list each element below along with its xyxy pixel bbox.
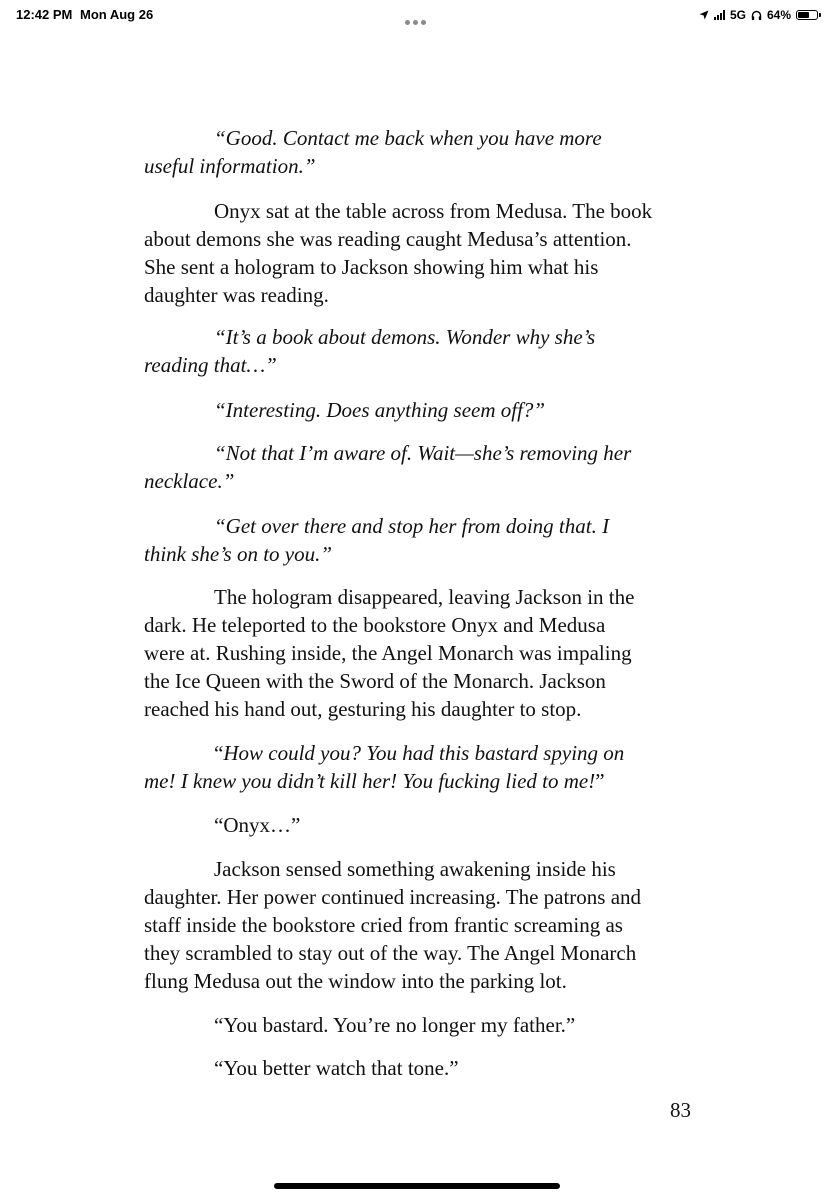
text-line: “Onyx…” xyxy=(214,813,301,837)
location-arrow-icon xyxy=(699,10,709,20)
cellular-signal-icon xyxy=(714,10,725,20)
dialogue-paragraph xyxy=(144,124,704,180)
status-indicators xyxy=(699,6,818,24)
text-line: useful information.” xyxy=(144,154,316,178)
dialogue-paragraph xyxy=(144,739,704,795)
text-line: She sent a hologram to Jackson showing him what his xyxy=(144,255,599,279)
text-line: reached his hand out, gesturing his daughter to stop. xyxy=(144,697,582,721)
text-line: they scrambled to stay out of the way. The Angel Monarch xyxy=(144,941,637,965)
narration-paragraph xyxy=(144,583,704,723)
status-date: Mon Aug 26 xyxy=(80,7,154,22)
text-line-content: me! I knew you didn’t kill her! You fucking lied to me! xyxy=(144,769,596,793)
text-line: “You better watch that tone.” xyxy=(214,1056,459,1080)
text-line: the Ice Queen with the Sword of the Monarch. Jackson xyxy=(144,669,606,693)
status-bar xyxy=(0,0,834,30)
multitasking-dots-icon[interactable] xyxy=(405,12,431,18)
text-line: The hologram disappeared, leaving Jackson in the xyxy=(214,585,635,609)
text-line: “Not that I’m aware of. Wait—she’s removing her xyxy=(214,441,632,465)
text-line: “Good. Contact me back when you have more xyxy=(214,126,602,150)
text-line: “Get over there and stop her from doing that. I xyxy=(214,514,610,538)
text-line: “You bastard. You’re no longer my father.” xyxy=(214,1013,576,1037)
text-line: Jackson sensed something awakening inside his xyxy=(214,857,616,881)
dialogue-paragraph xyxy=(144,1011,704,1039)
text-line: necklace.” xyxy=(144,469,235,493)
home-indicator[interactable] xyxy=(274,1183,560,1189)
text-line: reading that…” xyxy=(144,353,277,377)
dialogue-paragraph xyxy=(144,512,704,568)
headphones-icon xyxy=(751,10,762,21)
narration-paragraph xyxy=(144,197,704,309)
text-line: “It’s a book about demons. Wonder why she’s xyxy=(214,325,596,349)
text-line: think she’s on to you.” xyxy=(144,542,333,566)
battery-percent: 64% xyxy=(766,8,791,22)
dialogue-paragraph xyxy=(144,811,704,839)
status-time: 12:42 PM xyxy=(16,7,73,22)
dialogue-paragraph xyxy=(144,323,704,379)
network-type: 5G xyxy=(729,8,746,22)
text-line: flung Medusa out the window into the parking lot. xyxy=(144,969,567,993)
text-line: “Interesting. Does anything seem off?” xyxy=(214,398,546,422)
narration-paragraph xyxy=(144,855,704,995)
text-line xyxy=(144,739,704,767)
text-line: staff inside the bookstore cried from frantic screaming as xyxy=(144,913,623,937)
battery-level-fill xyxy=(798,12,809,18)
dialogue-paragraph xyxy=(144,1054,704,1082)
text-line: were at. Rushing inside, the Angel Monarch was impaling xyxy=(144,641,632,665)
close-quote: ” xyxy=(595,769,605,793)
text-line: dark. He teleported to the bookstore Onyx and Medusa xyxy=(144,613,606,637)
text-line xyxy=(144,767,704,795)
text-line: daughter. Her power continued increasing. The patrons and xyxy=(144,885,642,909)
open-quote: “ xyxy=(214,741,224,765)
text-line: Onyx sat at the table across from Medusa. The book xyxy=(214,199,653,223)
battery-icon xyxy=(796,10,818,20)
text-line-content: How could you? You had this bastard spying on xyxy=(223,741,625,765)
text-line: about demons she was reading caught Medusa’s attention. xyxy=(144,227,632,251)
text-line: daughter was reading. xyxy=(144,283,329,307)
dialogue-paragraph xyxy=(144,439,704,495)
dialogue-paragraph xyxy=(144,396,704,424)
page-number: 83 xyxy=(670,1098,691,1122)
